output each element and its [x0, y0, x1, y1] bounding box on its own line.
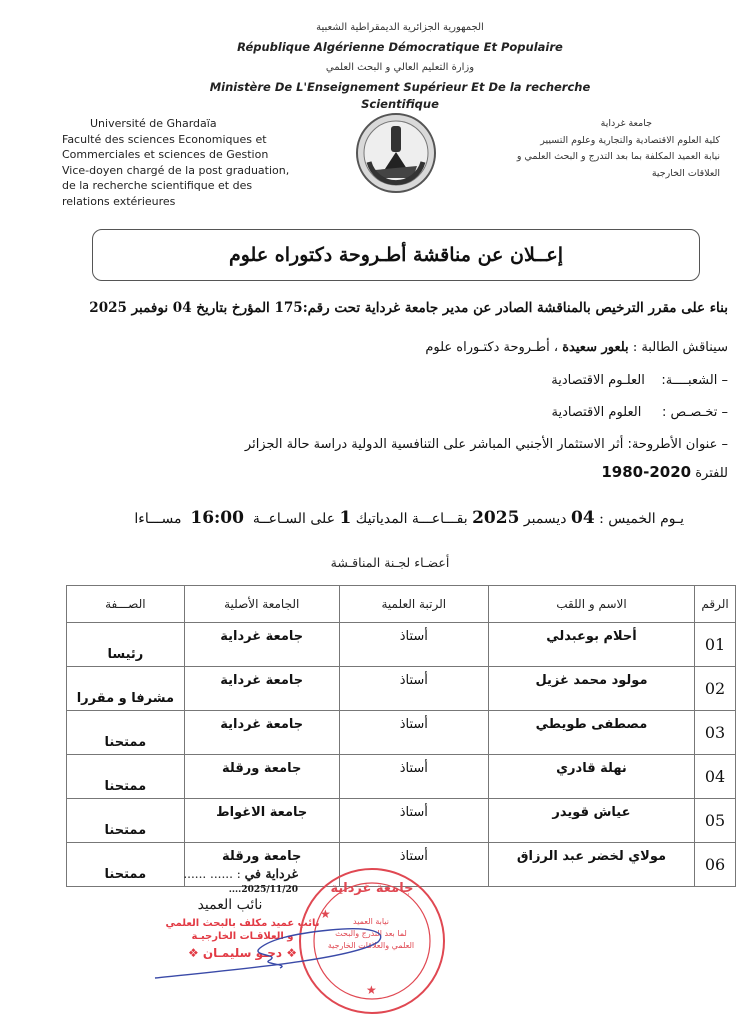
member-name: مصطفى طويطي	[488, 711, 694, 755]
date-prefix: يـوم الخميس :	[599, 511, 684, 527]
period-label: للفترة	[695, 466, 728, 481]
student-line	[28, 340, 728, 355]
member-rank: أستاذ	[339, 799, 488, 843]
member-university: جامعة ورقلة	[184, 755, 339, 799]
thesis-period-line	[28, 463, 728, 481]
defense-date-line	[64, 508, 684, 528]
table-row	[67, 711, 736, 755]
member-university: جامعة الاغواط	[184, 799, 339, 843]
member-number: 01	[695, 623, 736, 667]
table-row	[67, 623, 736, 667]
member-number: 04	[695, 755, 736, 799]
branch-label: – الشعبــــة:	[661, 373, 728, 388]
member-role: ممتحنا	[67, 799, 185, 843]
student-name: بلعور سعيدة	[562, 340, 629, 355]
committee-heading: أعضـاء لجـنة المناقـشة	[330, 555, 450, 570]
stamp-star-icon: ★	[366, 983, 377, 997]
member-name: عياش قويدر	[488, 799, 694, 843]
column-header-name: الاسم و اللقب	[488, 586, 694, 623]
table-row	[67, 667, 736, 711]
member-name: مولود محمد غزيل	[488, 667, 694, 711]
announcement-title	[92, 229, 700, 281]
member-role: ممتحنا	[67, 711, 185, 755]
thesis-value: أثر الاستثمار الأجنبي المباشر على التنافسية الدولية دراسة حالة الجزائر	[244, 437, 624, 452]
column-header-university: الجامعة الأصلية	[184, 586, 339, 623]
round-stamp-top-text: جامعة غرداية	[330, 881, 414, 896]
member-role: رئيسا	[67, 623, 185, 667]
member-number: 05	[695, 799, 736, 843]
member-rank: أستاذ	[339, 667, 488, 711]
place-date-line	[118, 866, 298, 895]
member-university: جامعة غرداية	[184, 623, 339, 667]
branch-value: العلـوم الاقتصادية	[551, 373, 645, 388]
branch-line	[28, 373, 728, 388]
date-period: مســـاءا	[134, 511, 182, 527]
header-ar-republic: الجمهورية الجزائرية الديمقراطية الشعبية	[316, 22, 484, 33]
authorization-basis: بناء على مقرر الترخيص بالمناقشة الصادر عن مدير جامعة غرداية تحت رقم:175 المؤرخ بتاريخ 04 نوفمبر 2025	[89, 300, 728, 316]
column-header-rank: الرتبة العلمية	[339, 586, 488, 623]
member-rank: أستاذ	[339, 711, 488, 755]
member-number: 06	[695, 843, 736, 887]
member-rank: أستاذ	[339, 755, 488, 799]
table-header-row	[67, 586, 736, 623]
member-number: 02	[695, 667, 736, 711]
member-rank: أستاذ	[339, 623, 488, 667]
date-day: 04	[571, 508, 595, 528]
faculty-line: Commerciales et sciences de Gestion	[62, 148, 269, 161]
place-label: غرداية في	[244, 866, 298, 881]
member-name: مولاي لخضر عبد الرزاق	[488, 843, 694, 887]
faculty-line-ar: كلية العلوم الاقتصادية والتجارية وعلوم التسيير	[540, 134, 720, 146]
member-rank: أستاذ	[339, 843, 488, 887]
thesis-title-line	[28, 437, 728, 452]
thesis-label: – عنوان الأطروحة:	[627, 437, 728, 452]
faculty-line: Université de Ghardaïa	[90, 117, 217, 130]
member-number: 03	[695, 711, 736, 755]
student-suffix: ، أطـروحة دكتـوراه علوم	[425, 340, 559, 355]
specialty-label: – تخـصـص :	[662, 405, 728, 420]
faculty-line-ar: جامعة غرداية	[600, 118, 652, 129]
date-month: ديسمبر	[523, 511, 567, 527]
signatory-title: نائب العميد	[197, 897, 263, 913]
header-fr-republic: République Algérienne Démocratique Et Populaire	[237, 40, 563, 54]
header-fr-ministry-line2: Scientifique	[361, 97, 439, 111]
faculty-line-ar: العلاقات الخارجية	[651, 167, 720, 179]
student-prefix: سيناقش الطالبة :	[632, 340, 728, 355]
member-university: جامعة غرداية	[184, 667, 339, 711]
announcement-title-text: إعــلان عن مناقشة أطـروحة دكتوراه علوم	[228, 244, 564, 266]
member-role: ممتحنا	[67, 843, 185, 887]
member-name: أحلام بوعبدلي	[488, 623, 694, 667]
table-row	[67, 799, 736, 843]
round-stamp-line3: العلمي والعلاقات الخارجية	[327, 941, 415, 950]
date-hall: 1	[339, 508, 352, 528]
faculty-line: relations extérieures	[62, 194, 176, 208]
period-value: 2020-1980	[601, 463, 692, 481]
member-name: نهلة قادري	[488, 755, 694, 799]
specialty-line	[28, 405, 728, 420]
handwritten-signature-icon	[150, 920, 390, 990]
round-stamp-line1: نيابة العميد	[353, 917, 389, 926]
column-header-role: الصـــفة	[67, 586, 185, 623]
university-logo-icon	[355, 112, 437, 194]
faculty-block-fr	[62, 116, 332, 209]
faculty-line: Faculté des sciences Economiques et	[62, 132, 267, 146]
faculty-line: de la recherche scientifique et des	[62, 179, 253, 192]
place-dots: : ...... ......	[183, 867, 241, 881]
member-role: ممتحنا	[67, 755, 185, 799]
faculty-line-ar: نيابة العميد المكلفة بما بعد التدرج و البحث العلمي و	[516, 151, 720, 162]
header-ar-ministry: وزارة التعليم العالي و البحث العلمي	[325, 62, 475, 73]
date-time: 16:00	[190, 508, 244, 528]
committee-table	[66, 585, 736, 887]
specialty-value: العلوم الاقتصادية	[551, 405, 642, 420]
member-university: جامعة ورقلة	[184, 843, 339, 887]
date-time-label: على السـاعــة	[252, 511, 336, 527]
member-role: مشرفا و مقررا	[67, 667, 185, 711]
header-fr-ministry: Ministère De L'Enseignement Supérieur Et De la recherche	[209, 80, 591, 94]
member-university: جامعة غرداية	[184, 711, 339, 755]
date-year: 2025	[472, 508, 520, 528]
stamp-star-icon: ★	[320, 907, 331, 921]
column-header-number: الرقم	[695, 586, 736, 623]
table-row	[67, 755, 736, 799]
faculty-line: Vice-doyen chargé de la post graduation,	[62, 163, 290, 177]
date-venue: بقـــاعـــة المدياتيك	[355, 511, 468, 527]
signatory-stamp-name: ❖ دحـو سليمـان ❖	[188, 946, 297, 960]
round-stamp-line2: لما بعد التدرج والبحث	[335, 929, 407, 938]
faculty-block-ar	[480, 116, 720, 182]
issue-date: 2025/11/20....	[228, 885, 298, 895]
signatory-stamp-line1: نائب عميد مكلف بالبحث العلمي	[165, 918, 320, 929]
signatory-stamp-line2: و العلاقـات الخارجيـة	[191, 931, 294, 942]
